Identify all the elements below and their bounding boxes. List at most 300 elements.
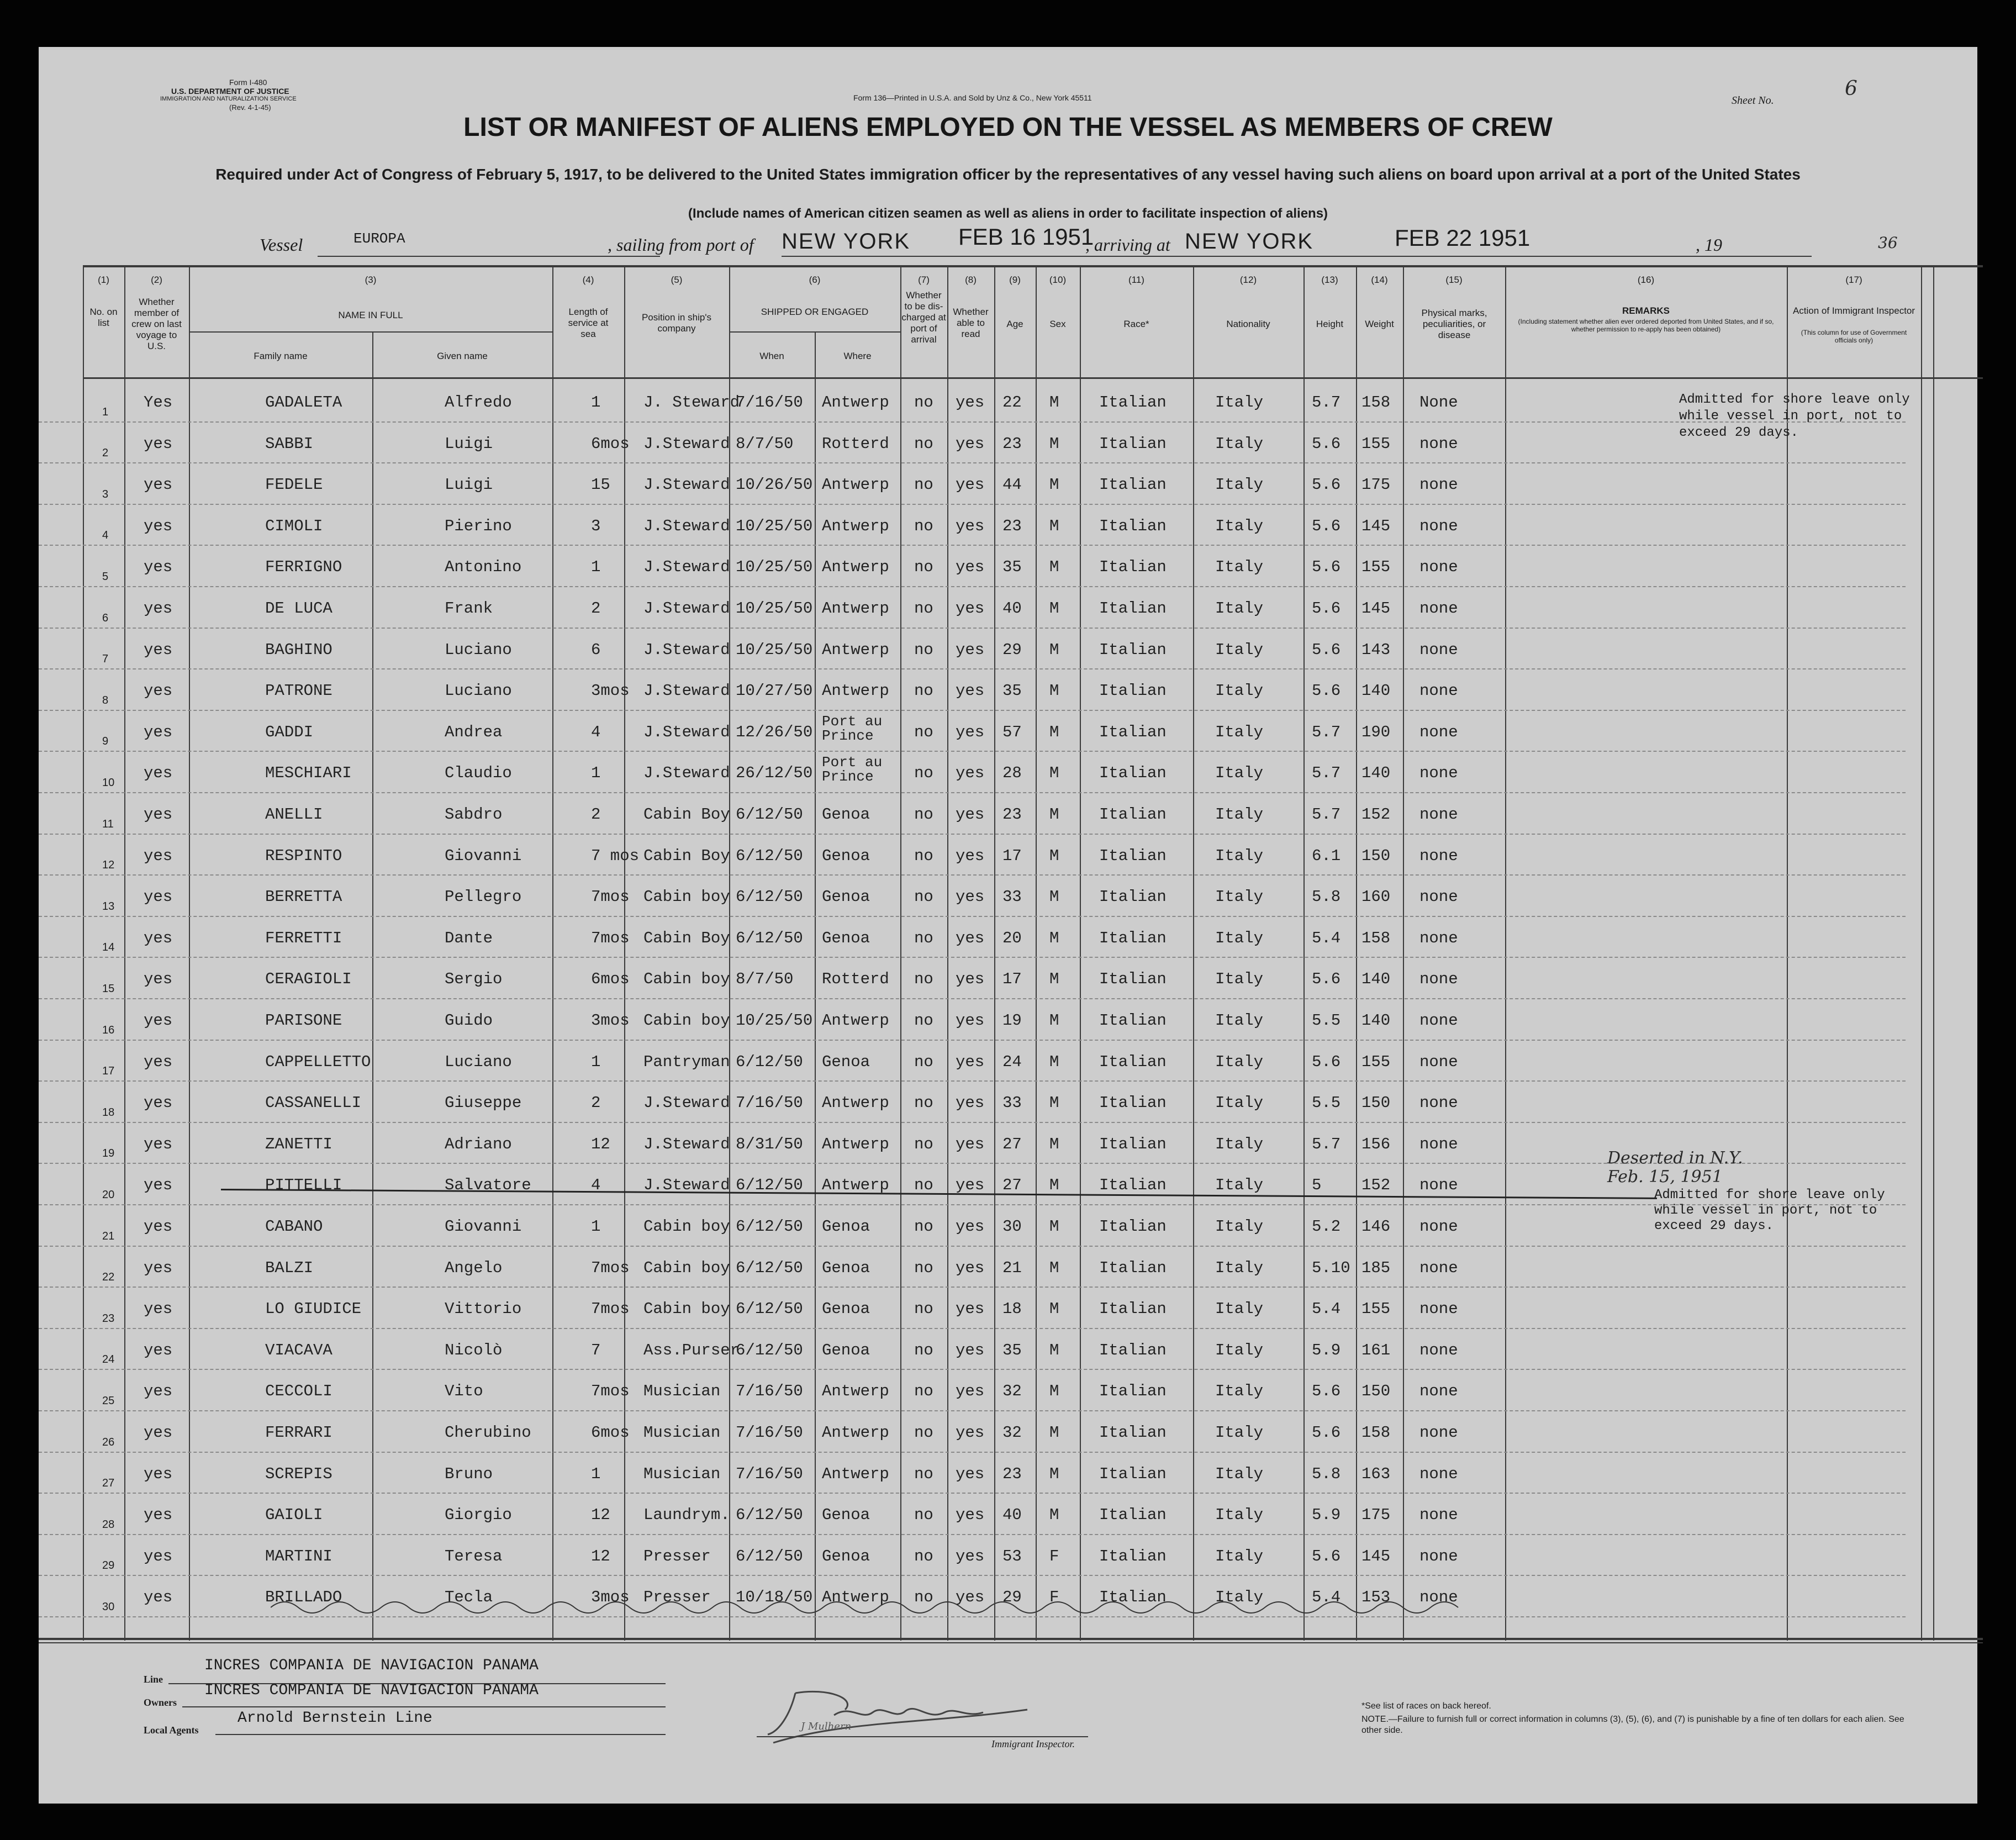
row-nationality: Italy <box>1215 1052 1264 1071</box>
row-height: 5.2 <box>1312 1217 1341 1236</box>
table-row <box>39 381 1906 423</box>
row-shipped-where: Genoa <box>822 1506 870 1525</box>
manifest-sheet <box>39 47 1977 1804</box>
revision: (Rev. 4-1-45) <box>229 103 271 112</box>
row-nationality: Italy <box>1215 599 1264 618</box>
remark-deserted: Deserted in N.Y. Feb. 15, 1951 <box>1607 1148 1743 1187</box>
row-service: 6 <box>591 640 601 659</box>
row-height: 5.6 <box>1312 1424 1341 1442</box>
row-shipped-when: 6/12/50 <box>736 1217 803 1236</box>
row-age: 53 <box>1002 1547 1022 1565</box>
row-nationality: Italy <box>1215 476 1264 494</box>
row-discharge: no <box>914 1382 933 1401</box>
row-sex: M <box>1049 1258 1059 1277</box>
row-crew: yes <box>144 476 173 494</box>
row-shipped-when: 10/25/50 <box>736 516 813 535</box>
row-discharge: no <box>914 1588 933 1607</box>
row-position: Presser <box>643 1588 711 1607</box>
row-physical-marks: none <box>1419 805 1458 824</box>
row-position: Presser <box>643 1547 711 1565</box>
row-physical-marks: none <box>1419 1135 1458 1153</box>
row-position: J.Steward <box>643 516 730 535</box>
col1-header: No. on list <box>89 307 118 328</box>
row-given-name: Giovanni <box>445 846 522 865</box>
row-shipped-when: 10/26/50 <box>736 476 813 494</box>
row-family-name: GAIOLI <box>265 1506 323 1525</box>
row-family-name: GADALETA <box>265 393 342 412</box>
row-able-to-read: yes <box>956 1135 985 1153</box>
vessel-label: Vessel <box>260 235 303 255</box>
row-crew: yes <box>144 434 173 453</box>
row-sex: M <box>1049 558 1059 577</box>
row-crew: yes <box>144 929 173 947</box>
row-race: Italian <box>1099 558 1167 577</box>
row-discharge: no <box>914 929 933 947</box>
row-race: Italian <box>1099 1135 1167 1153</box>
row-age: 23 <box>1002 434 1022 453</box>
row-discharge: no <box>914 1506 933 1525</box>
row-sex: M <box>1049 1300 1059 1319</box>
row-shipped-when: 6/12/50 <box>736 1258 803 1277</box>
row-race: Italian <box>1099 476 1167 494</box>
col6b-header: Where <box>843 351 872 361</box>
row-family-name: BAGHINO <box>265 640 333 659</box>
arriving-port: NEW YORK <box>1185 229 1314 254</box>
agents-label: Local Agents <box>144 1725 199 1736</box>
row-race: Italian <box>1099 1506 1167 1525</box>
row-age: 23 <box>1002 516 1022 535</box>
row-race: Italian <box>1099 682 1167 700</box>
row-family-name: FERRARI <box>265 1424 333 1442</box>
row-discharge: no <box>914 1300 933 1319</box>
penalty-note: NOTE.—Failure to furnish full or correct information in columns (3), (5), (6), and (7) is punishable by a fine of ten dollars for each alien. See other side. <box>1361 1715 1904 1735</box>
row-able-to-read: yes <box>956 1506 985 1525</box>
row-position: Ass.Purser <box>643 1341 740 1359</box>
row-height: 5.7 <box>1312 723 1341 741</box>
row-shipped-where: Genoa <box>822 1258 870 1277</box>
row-crew: yes <box>144 723 173 741</box>
row-physical-marks: none <box>1419 1464 1458 1483</box>
row-shipped-when: 10/25/50 <box>736 640 813 659</box>
row-discharge: no <box>914 1258 933 1277</box>
sailing-label: , sailing from port of <box>608 235 754 255</box>
row-family-name: PITTELLI <box>265 1176 342 1195</box>
row-given-name: Tecla <box>445 1588 493 1607</box>
row-weight: 185 <box>1361 1258 1391 1277</box>
row-weight: 150 <box>1361 1382 1391 1401</box>
row-shipped-when: 6/12/50 <box>736 1341 803 1359</box>
row-discharge: no <box>914 805 933 824</box>
col3a-header: Family name <box>254 351 308 361</box>
col3-header: NAME IN FULL <box>338 310 403 320</box>
row-weight: 155 <box>1361 558 1391 577</box>
col-divider <box>1921 265 1922 1641</box>
row-service: 1 <box>591 1464 601 1483</box>
row-family-name: MESCHIARI <box>265 764 352 783</box>
row-age: 32 <box>1002 1382 1022 1401</box>
row-able-to-read: yes <box>956 723 985 741</box>
row-age: 40 <box>1002 1506 1022 1525</box>
row-sex: M <box>1049 1424 1059 1442</box>
row-physical-marks: None <box>1419 393 1458 412</box>
row-nationality: Italy <box>1215 516 1264 535</box>
col4-num: (4) <box>582 275 594 285</box>
row-able-to-read: yes <box>956 1176 985 1195</box>
remark-row21-line2: while vessel in port, not to <box>1654 1203 1877 1218</box>
row-sex: M <box>1049 1052 1059 1071</box>
row-discharge: no <box>914 476 933 494</box>
row-physical-marks: none <box>1419 970 1458 989</box>
row-weight: 145 <box>1361 1547 1391 1565</box>
row-race: Italian <box>1099 970 1167 989</box>
row-nationality: Italy <box>1215 723 1264 741</box>
row-age: 28 <box>1002 764 1022 783</box>
row-race: Italian <box>1099 1011 1167 1030</box>
row-height: 5.5 <box>1312 1011 1341 1030</box>
row-nationality: Italy <box>1215 1341 1264 1359</box>
row-number: 29 <box>102 1559 115 1572</box>
col10-header: Sex <box>1049 319 1066 329</box>
row-crew: yes <box>144 640 173 659</box>
row-race: Italian <box>1099 1052 1167 1071</box>
row-physical-marks: none <box>1419 682 1458 700</box>
row-number: 27 <box>102 1477 115 1490</box>
row-shipped-when: 10/25/50 <box>736 558 813 577</box>
row-position: Cabin Boy <box>643 805 730 824</box>
row-height: 5.5 <box>1312 1094 1341 1113</box>
row-sex: M <box>1049 929 1059 947</box>
row-shipped-when: 6/12/50 <box>736 888 803 906</box>
row-height: 5.6 <box>1312 970 1341 989</box>
owners-label: Owners <box>144 1697 177 1708</box>
row-age: 17 <box>1002 970 1022 989</box>
row-number: 24 <box>102 1353 115 1366</box>
row-number: 8 <box>102 694 109 707</box>
row-height: 5.9 <box>1312 1506 1341 1525</box>
col8-header: Whether able to read <box>953 307 989 339</box>
row-discharge: no <box>914 1176 933 1195</box>
row-discharge: no <box>914 764 933 783</box>
row-number: 6 <box>102 611 109 624</box>
row-age: 23 <box>1002 1464 1022 1483</box>
row-nationality: Italy <box>1215 1011 1264 1030</box>
row-shipped-where: Genoa <box>822 1300 870 1319</box>
table-row <box>39 999 1906 1041</box>
table-row <box>39 793 1906 835</box>
row-physical-marks: none <box>1419 846 1458 865</box>
row-given-name: Luciano <box>445 640 512 659</box>
row-height: 5.4 <box>1312 1300 1341 1319</box>
row-number: 11 <box>102 818 114 830</box>
row-given-name: Andrea <box>445 723 503 741</box>
row-sex: M <box>1049 682 1059 700</box>
row-shipped-where: Rotterd <box>822 434 889 453</box>
row-nationality: Italy <box>1215 764 1264 783</box>
row-age: 33 <box>1002 888 1022 906</box>
row-sex: M <box>1049 1464 1059 1483</box>
row-age: 44 <box>1002 476 1022 494</box>
row-age: 57 <box>1002 723 1022 741</box>
row-given-name: Teresa <box>445 1547 503 1565</box>
row-number: 3 <box>102 488 109 500</box>
row-race: Italian <box>1099 1176 1167 1195</box>
row-sex: M <box>1049 764 1059 783</box>
row-service: 1 <box>591 393 601 412</box>
row-service: 2 <box>591 805 601 824</box>
row-sex: M <box>1049 1011 1059 1030</box>
row-given-name: Luigi <box>445 434 493 453</box>
row-race: Italian <box>1099 764 1167 783</box>
table-row <box>39 629 1906 670</box>
row-nationality: Italy <box>1215 929 1264 947</box>
row-height: 5.7 <box>1312 393 1341 412</box>
row-shipped-when: 6/12/50 <box>736 805 803 824</box>
row-crew: yes <box>144 1094 173 1113</box>
row-discharge: no <box>914 1547 933 1565</box>
voyage-underline <box>782 256 1812 257</box>
row-able-to-read: yes <box>956 1588 985 1607</box>
table-row <box>39 1082 1906 1123</box>
row-age: 32 <box>1002 1424 1022 1442</box>
row-able-to-read: yes <box>956 558 985 577</box>
row-discharge: no <box>914 393 933 412</box>
row-crew: yes <box>144 1341 173 1359</box>
row-crew: yes <box>144 764 173 783</box>
row-position: J.Steward <box>643 764 730 783</box>
row-given-name: Antonino <box>445 558 522 577</box>
row-position: Cabin boy <box>643 970 730 989</box>
row-given-name: Luciano <box>445 1052 512 1071</box>
table-row <box>39 958 1906 999</box>
row-shipped-when: 8/31/50 <box>736 1135 803 1153</box>
row-nationality: Italy <box>1215 1217 1264 1236</box>
row-height: 5.4 <box>1312 1588 1341 1607</box>
row-sex: M <box>1049 1094 1059 1113</box>
row-able-to-read: yes <box>956 516 985 535</box>
row-service: 7 <box>591 1341 601 1359</box>
row-position: J.Steward <box>643 476 730 494</box>
table-row <box>39 1205 1906 1247</box>
row-shipped-when: 7/16/50 <box>736 393 803 412</box>
corner-number: 36 <box>1878 234 1898 252</box>
row-family-name: GADDI <box>265 723 314 741</box>
row-family-name: ANELLI <box>265 805 323 824</box>
row-age: 22 <box>1002 393 1022 412</box>
shipped-subheader-line <box>729 331 900 333</box>
row-weight: 145 <box>1361 599 1391 618</box>
row-crew: yes <box>144 1011 173 1030</box>
row-weight: 163 <box>1361 1464 1391 1483</box>
row-physical-marks: none <box>1419 1217 1458 1236</box>
row-discharge: no <box>914 1464 933 1483</box>
row-race: Italian <box>1099 1300 1167 1319</box>
row-nationality: Italy <box>1215 1135 1264 1153</box>
row-able-to-read: yes <box>956 1382 985 1401</box>
row-physical-marks: none <box>1419 1176 1458 1195</box>
col17-header: Action of Immigrant Inspector <box>1792 305 1915 316</box>
row-number: 21 <box>102 1230 115 1242</box>
table-row <box>39 1494 1906 1535</box>
agents-underline <box>215 1734 666 1735</box>
row-height: 5.6 <box>1312 1382 1341 1401</box>
sheet-number: 6 <box>1845 77 1857 100</box>
row-race: Italian <box>1099 393 1167 412</box>
row-sex: M <box>1049 1382 1059 1401</box>
col3b-header: Given name <box>437 351 488 361</box>
col14-num: (14) <box>1371 275 1388 285</box>
row-able-to-read: yes <box>956 846 985 865</box>
col11-num: (11) <box>1128 275 1144 285</box>
row-discharge: no <box>914 640 933 659</box>
row-given-name: Luigi <box>445 476 493 494</box>
row-height: 5.6 <box>1312 558 1341 577</box>
row-height: 5.6 <box>1312 1547 1341 1565</box>
row-nationality: Italy <box>1215 1176 1264 1195</box>
row-shipped-where: Port au Prince <box>822 754 883 785</box>
row-shipped-where: Antwerp <box>822 393 889 412</box>
col7-num: (7) <box>918 275 930 285</box>
row-able-to-read: yes <box>956 1464 985 1483</box>
table-row <box>39 423 1906 464</box>
row-shipped-where: Antwerp <box>822 558 889 577</box>
row-weight: 156 <box>1361 1135 1391 1153</box>
row-physical-marks: none <box>1419 723 1458 741</box>
row-number: 14 <box>102 941 115 954</box>
row-nationality: Italy <box>1215 1258 1264 1277</box>
row-service: 12 <box>591 1135 610 1153</box>
row-physical-marks: none <box>1419 1382 1458 1401</box>
row-able-to-read: yes <box>956 476 985 494</box>
row-race: Italian <box>1099 640 1167 659</box>
row-service: 1 <box>591 1217 601 1236</box>
row-shipped-where: Antwerp <box>822 1135 889 1153</box>
row-sex: M <box>1049 640 1059 659</box>
row-able-to-read: yes <box>956 1011 985 1030</box>
row-family-name: CECCOLI <box>265 1382 333 1401</box>
row-height: 5.7 <box>1312 1135 1341 1153</box>
table-row <box>39 711 1906 752</box>
row-race: Italian <box>1099 1547 1167 1565</box>
row-service: 3 <box>591 516 601 535</box>
row-weight: 150 <box>1361 1094 1391 1113</box>
row-sex: M <box>1049 970 1059 989</box>
row-service: 1 <box>591 558 601 577</box>
row-number: 28 <box>102 1518 115 1531</box>
name-subheader-line <box>189 331 552 333</box>
row-sex: M <box>1049 723 1059 741</box>
row-able-to-read: yes <box>956 682 985 700</box>
row-sex: M <box>1049 1176 1059 1195</box>
row-crew: yes <box>144 1464 173 1483</box>
row-position: J.Steward <box>643 1094 730 1113</box>
row-number: 20 <box>102 1188 115 1201</box>
line-value: INCRES COMPANIA DE NAVIGACION PANAMA <box>204 1657 539 1674</box>
row-position: Cabin boy <box>643 1217 730 1236</box>
row-height: 6.1 <box>1312 846 1341 865</box>
remark-row21-line1: Admitted for shore leave only <box>1654 1188 1885 1203</box>
col6-header: SHIPPED OR ENGAGED <box>761 307 869 317</box>
row-crew: yes <box>144 1176 173 1195</box>
row-given-name: Giorgio <box>445 1506 512 1525</box>
row-shipped-when: 6/12/50 <box>736 1052 803 1071</box>
row-weight: 190 <box>1361 723 1391 741</box>
row-discharge: no <box>914 682 933 700</box>
col11-header: Race* <box>1123 319 1149 329</box>
row-age: 21 <box>1002 1258 1022 1277</box>
row-weight: 140 <box>1361 970 1391 989</box>
row-discharge: no <box>914 558 933 577</box>
row-race: Italian <box>1099 1588 1167 1607</box>
row-physical-marks: none <box>1419 1052 1458 1071</box>
row-family-name: PARISONE <box>265 1011 342 1030</box>
row-physical-marks: none <box>1419 1258 1458 1277</box>
row-sex: M <box>1049 476 1059 494</box>
row-sex: M <box>1049 599 1059 618</box>
row-discharge: no <box>914 1011 933 1030</box>
row-age: 35 <box>1002 1341 1022 1359</box>
row-shipped-when: 6/12/50 <box>736 846 803 865</box>
table-row <box>39 546 1906 587</box>
col15-num: (15) <box>1445 275 1463 285</box>
row-age: 18 <box>1002 1300 1022 1319</box>
row-service: 4 <box>591 723 601 741</box>
row-age: 24 <box>1002 1052 1022 1071</box>
col5-num: (5) <box>671 275 683 285</box>
row-weight: 143 <box>1361 640 1391 659</box>
row-number: 2 <box>102 447 109 460</box>
row-age: 33 <box>1002 1094 1022 1113</box>
row-physical-marks: none <box>1419 640 1458 659</box>
row-race: Italian <box>1099 1341 1167 1359</box>
row-position: Cabin boy <box>643 888 730 906</box>
table-row <box>39 1370 1906 1411</box>
row-crew: yes <box>144 1506 173 1525</box>
row-height: 5.6 <box>1312 640 1341 659</box>
sailing-port: NEW YORK <box>782 229 911 254</box>
row-race: Italian <box>1099 1094 1167 1113</box>
row-age: 30 <box>1002 1217 1022 1236</box>
row-shipped-when: 8/7/50 <box>736 970 794 989</box>
row-height: 5.8 <box>1312 1464 1341 1483</box>
requirement-text: Required under Act of Congress of February 5, 1917, to be delivered to the United States immigration officer by the representatives of any vessel having such aliens on board upon arrival at a port of the United States <box>215 166 1801 183</box>
row-service: 6mos <box>591 434 630 453</box>
row-physical-marks: none <box>1419 434 1458 453</box>
row-discharge: no <box>914 516 933 535</box>
row-able-to-read: yes <box>956 929 985 947</box>
col6-num: (6) <box>809 275 821 285</box>
row-shipped-where: Genoa <box>822 846 870 865</box>
row-given-name: Angelo <box>445 1258 503 1277</box>
row-number: 17 <box>102 1065 115 1078</box>
row-sex: M <box>1049 846 1059 865</box>
row-crew: yes <box>144 805 173 824</box>
row-crew: yes <box>144 1135 173 1153</box>
col2-header: Whether member of crew on last voyage to U.S. <box>131 297 182 351</box>
row-family-name: CASSANELLI <box>265 1094 362 1113</box>
row-race: Italian <box>1099 1424 1167 1442</box>
row-service: 12 <box>591 1506 610 1525</box>
row-number: 26 <box>102 1436 115 1448</box>
arriving-label: , arriving at <box>1085 235 1170 255</box>
row-given-name: Sabdro <box>445 805 503 824</box>
row-race: Italian <box>1099 888 1167 906</box>
row-number: 19 <box>102 1147 115 1160</box>
row-service: 4 <box>591 1176 601 1195</box>
row-given-name: Claudio <box>445 764 512 783</box>
row-age: 35 <box>1002 558 1022 577</box>
row-race: Italian <box>1099 1217 1167 1236</box>
row-crew: yes <box>144 888 173 906</box>
